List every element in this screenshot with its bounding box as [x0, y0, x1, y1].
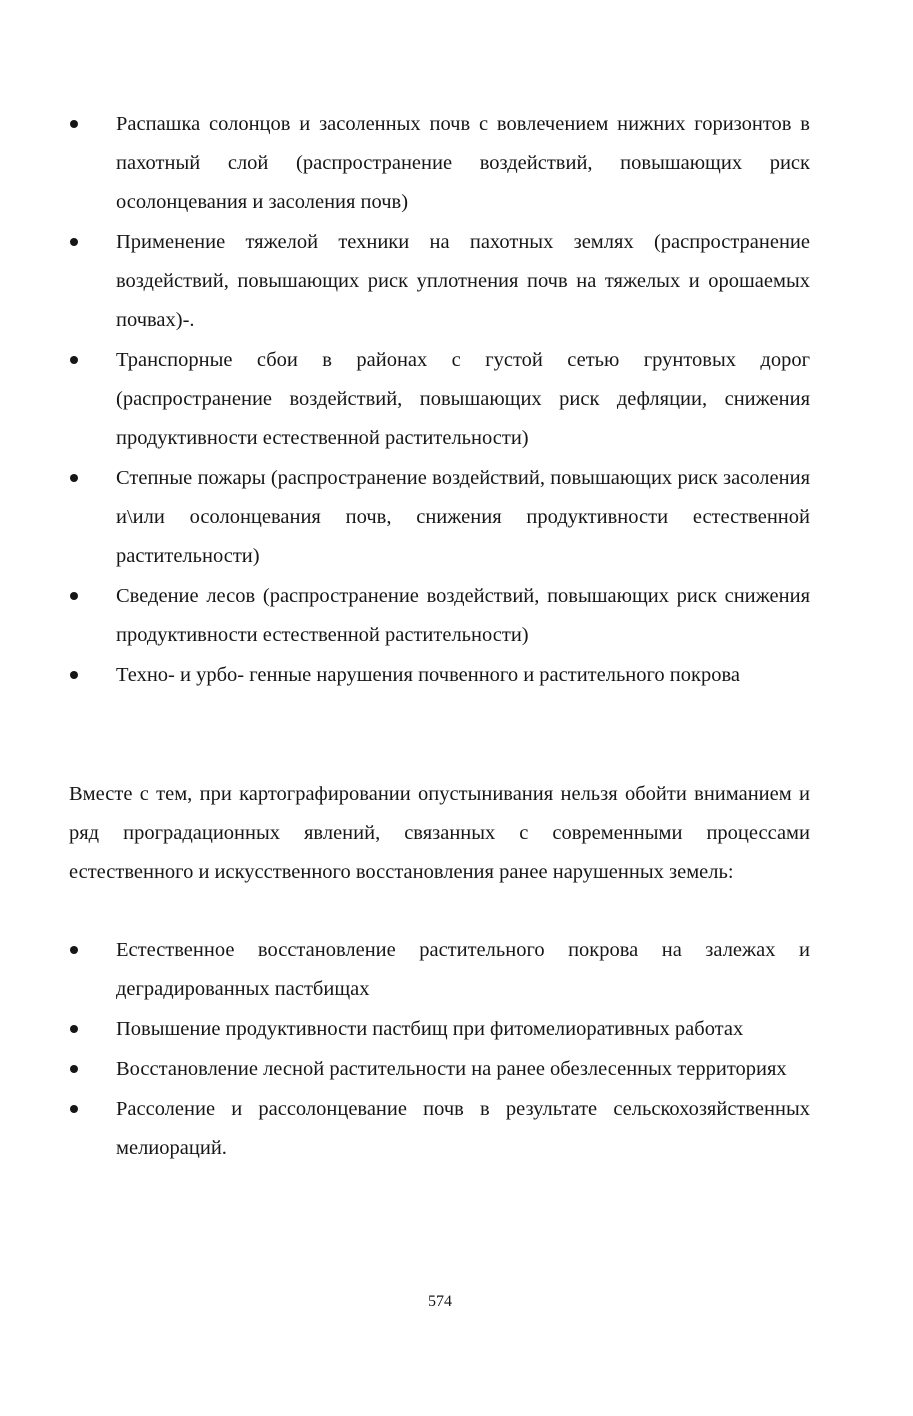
list-item [0, 1090, 913, 1168]
list-item-text: Транспорные сбои в районах с густой сетью грунтовых дорог (распространение воздействий, повышающих риск дефляции, снижения продуктивности естественной растительности) [116, 349, 810, 449]
bullet-icon [70, 238, 78, 246]
list-item [0, 577, 913, 655]
bullet-icon [70, 1065, 78, 1073]
list-item-text: Повышение продуктивности пастбищ при фитомелиоративных работах [116, 1018, 744, 1040]
list-item [0, 459, 913, 576]
list-item-text: Применение тяжелой техники на пахотных землях (распространение воздействий, повышающих риск уплотнения почв на тяжелых и орошаемых почвах)-. [116, 231, 810, 331]
bullet-icon [70, 1105, 78, 1113]
bullet-icon [70, 120, 78, 128]
body-paragraph: Вместе с тем, при картографировании опустынивания нельзя обойти вниманием и ряд проградационных явлений, связанных с современными процессами естественного и искусственного восстановления ранее нарушенных земель: [69, 783, 810, 883]
list-item [0, 1050, 913, 1089]
bullet-icon [70, 946, 78, 954]
bullet-icon [70, 671, 78, 679]
list-item-text: Естественное восстановление растительного покрова на залежах и деградированных пастбищах [116, 939, 810, 1000]
degradation-factors-list [0, 105, 913, 696]
list-item [0, 1010, 913, 1049]
list-item [0, 105, 913, 222]
list-item-text: Рассоление и рассолонцевание почв в результате сельскохозяйственных мелиораций. [116, 1098, 810, 1159]
list-item [0, 656, 913, 695]
list-item-text: Сведение лесов (распространение воздействий, повышающих риск снижения продуктивности естественной растительности) [116, 585, 810, 646]
bullet-icon [70, 592, 78, 600]
bullet-icon [70, 1025, 78, 1033]
list-item [0, 931, 913, 1009]
list-item-text: Восстановление лесной растительности на ранее обезлесенных территориях [116, 1058, 787, 1080]
list-item-text: Распашка солонцов и засоленных почв с вовлечением нижних горизонтов в пахотный слой (распространение воздействий, повышающих риск осолонцевания и засоления почв) [116, 113, 810, 213]
list-item-text: Степные пожары (распространение воздействий, повышающих риск засоления и\или осолонцевания почв, снижения продуктивности естественной растительности) [116, 467, 810, 567]
list-item [0, 223, 913, 340]
list-item [0, 341, 913, 458]
restoration-phenomena-list [0, 931, 913, 1169]
bullet-icon [70, 474, 78, 482]
page-number: 574 [428, 1293, 452, 1310]
bullet-icon [70, 356, 78, 364]
list-item-text: Техно- и урбо- генные нарушения почвенного и растительного покрова [116, 664, 740, 686]
